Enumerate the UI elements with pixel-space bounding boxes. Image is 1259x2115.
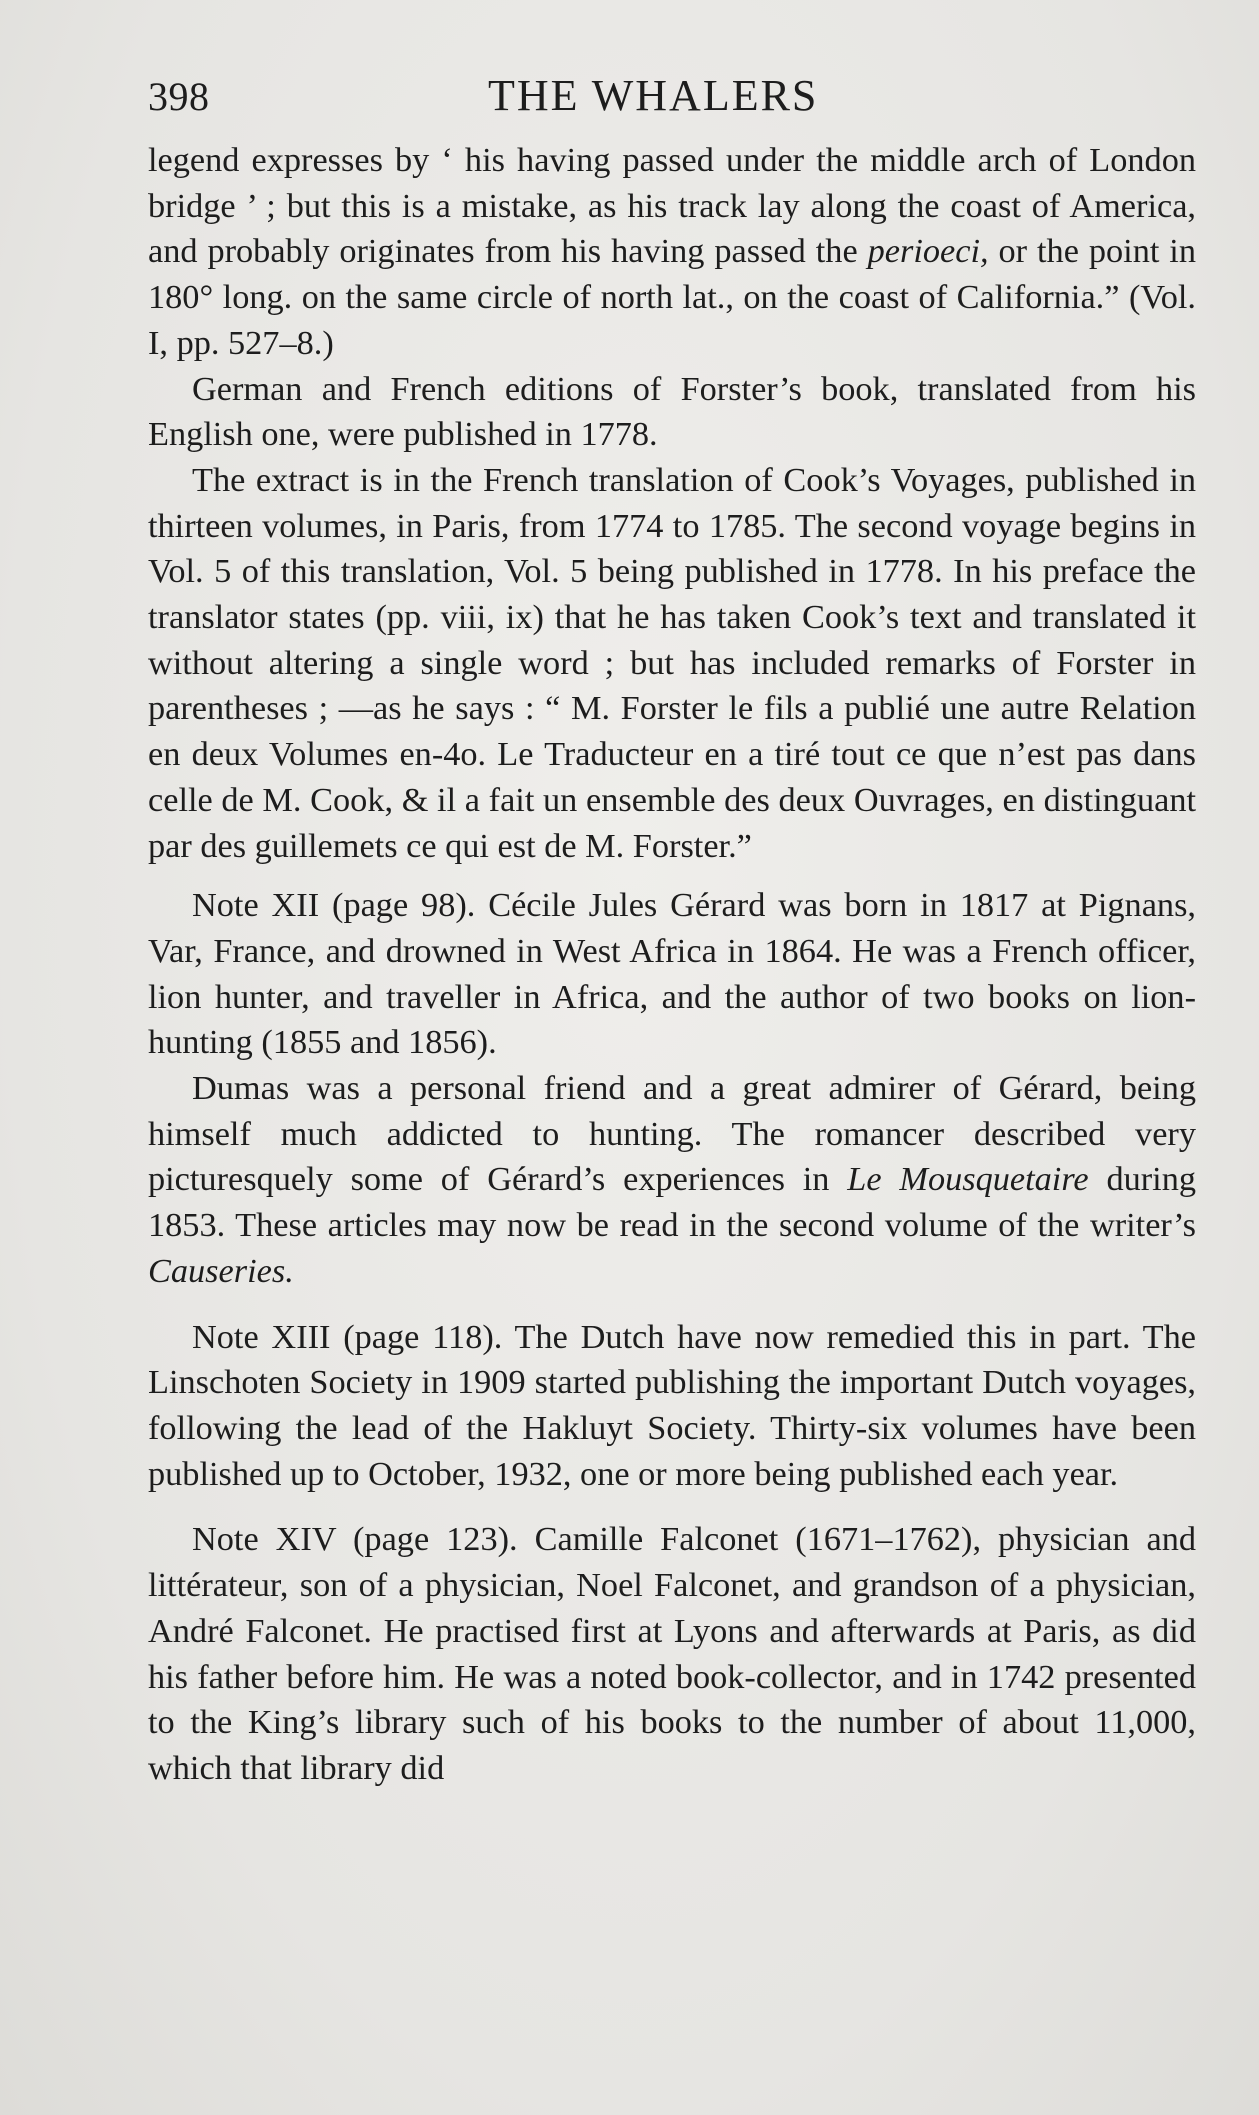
paragraph-cook-legend (148, 138, 1196, 367)
page-number: 398 (148, 74, 210, 119)
paragraph-text: Note XII (page 98). Cécile Jules Gérard was born in 1817 at Pignans, Var, France, and drowned in West Africa in 1864. He was a French officer, lion hunter, and traveller in Africa, and the author of two books on lion-hunting (1855 and 1856). (148, 886, 1196, 1062)
paragraph-note-xii (148, 883, 1196, 1066)
paragraph-french-translation (148, 458, 1196, 869)
italic-title: Causeries. (148, 1251, 294, 1290)
paragraph-text: or the point in 180° long. on the same circle of north lat., on the coast of California.” (Vol. I, pp. 527–8.) (148, 232, 1196, 362)
paragraph-dumas (148, 1066, 1196, 1295)
paragraph-text: Dumas was a personal friend and a great admirer of Gérard, being himself much addicted to hunting. The romancer described very picturesquely some of Gérard’s experiences in (148, 1069, 1196, 1199)
paragraph-text: during 1853. These articles may now be read in the second volume of the writer’s (148, 1160, 1196, 1245)
paragraph-text: German and French editions of Forster’s book, translated from his English one, were published in 1778. (148, 369, 1196, 454)
running-head (148, 70, 1196, 138)
paragraph-text: Note XIV (page 123). Camille Falconet (1671–1762), physician and littérateur, son of a physician, Noel Falconet, and grandson of a physician, André Falconet. He practised first at Lyons and afterwards at Paris, as did his father before him. He was a noted book-collector, and in 1742 presented to the King’s library such of his books to the number of about 11,000, which that library did (148, 1520, 1196, 1787)
paragraph-forster-editions (148, 367, 1196, 458)
paragraph-note-xiii (148, 1315, 1196, 1498)
body-text (148, 138, 1196, 1792)
paragraph-text: Note XIII (page 118). The Dutch have now remedied this in part. The Linschoten Society in 1909 started publishing the important Dutch voyages, following the lead of the Hakluyt Society. Thirty-six volumes have been published up to October, 1932, one or more being published each year. (148, 1317, 1196, 1493)
book-title: THE WHALERS (488, 71, 819, 120)
italic-term: perioeci, (867, 232, 989, 271)
paragraph-text: legend expresses by ‘ his having passed under the middle arch of London bridge ’ ; but this is a mistake, as his track lay along the coast of America, and probably originates from his having passed the (148, 141, 1196, 271)
paragraph-text: The extract is in the French translation of Cook’s Voyages, published in thirteen volumes, in Paris, from 1774 to 1785. The second voyage begins in Vol. 5 of this translation, Vol. 5 being published in 1778. In his preface the translator states (pp. viii, ix) that he has taken Cook’s text and translated it without altering a single word ; but has included remarks of Forster in parentheses ; —as he says : “ M. Forster le fils a publié une autre Relation en deux Volumes en-4o. Le Traducteur en a tiré tout ce que n’est pas dans celle de M. Cook, & il a fait un ensemble des deux Ouvrages, en distinguant par des guillemets ce qui est de M. Forster.” (148, 460, 1196, 865)
italic-title: Le Mousquetaire (847, 1160, 1089, 1199)
paragraph-note-xiv (148, 1517, 1196, 1791)
book-page (148, 70, 1196, 1792)
